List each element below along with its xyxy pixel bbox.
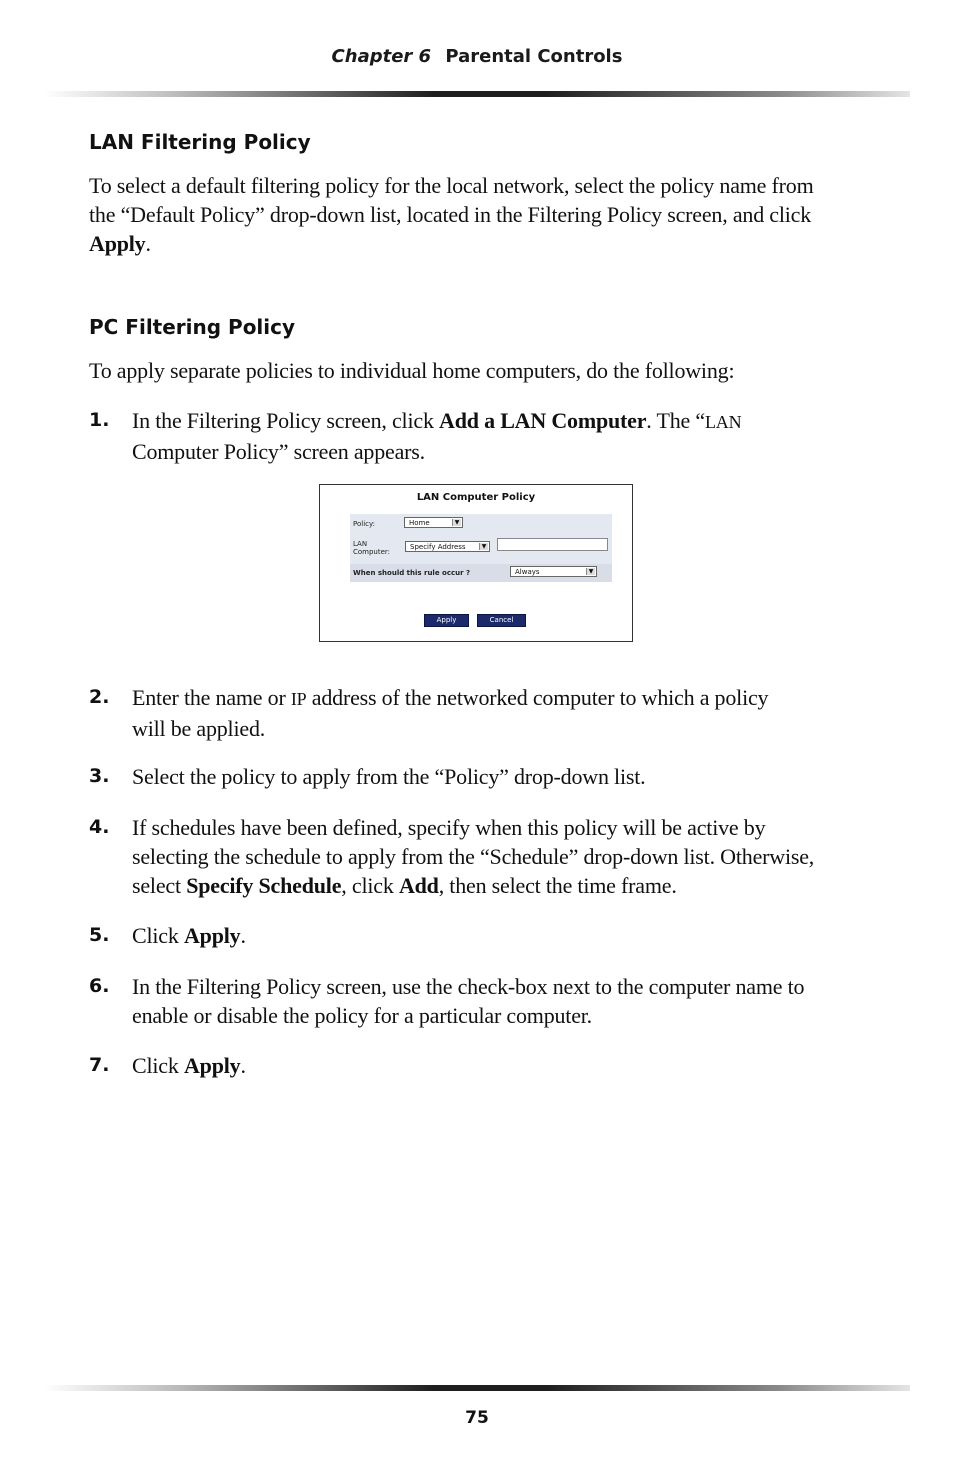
computer-select[interactable]: Specify Address ▼ bbox=[405, 541, 490, 552]
lan-filtering-paragraph: To select a default filtering policy for the local network, select the policy name from the “Default Policy” drop-down list, located in the Filtering Policy screen, and click Apply. bbox=[89, 173, 814, 256]
schedule-label: When should this rule occur ? bbox=[353, 569, 471, 577]
step-text: In the Filtering Policy screen, click Add a LAN Computer. The “LAN Computer Policy” screen appears. bbox=[132, 408, 742, 464]
lan-computer-policy-screenshot bbox=[319, 484, 633, 642]
step-number: 2. bbox=[89, 686, 110, 708]
step-text: Click Apply. bbox=[132, 923, 246, 948]
dialog-title: LAN Computer Policy bbox=[416, 492, 536, 503]
schedule-select[interactable]: Always ▼ bbox=[510, 566, 597, 577]
step-number: 1. bbox=[89, 409, 110, 431]
apply-button[interactable]: Apply bbox=[424, 614, 469, 627]
chevron-down-icon: ▼ bbox=[452, 519, 461, 526]
computer-address-input[interactable] bbox=[497, 538, 608, 551]
pc-filtering-intro: To apply separate policies to individual home computers, do the following: bbox=[89, 358, 735, 383]
pc-filtering-heading: PC Filtering Policy bbox=[89, 315, 296, 339]
policy-select[interactable]: Home ▼ bbox=[404, 517, 463, 528]
cancel-button[interactable]: Cancel bbox=[477, 614, 526, 627]
step-text: Click Apply. bbox=[132, 1053, 246, 1078]
footer-rule bbox=[44, 1385, 910, 1391]
chapter-title: Parental Controls bbox=[445, 46, 623, 67]
step-number: 7. bbox=[89, 1054, 110, 1076]
step-number: 4. bbox=[89, 816, 110, 838]
step-number: 6. bbox=[89, 975, 110, 997]
step-text: If schedules have been defined, specify when this policy will be active by selecting the schedule to apply from the “Schedule” drop-down list. Otherwise, select Specify Schedule, click Add, then select the time frame. bbox=[132, 815, 815, 898]
page-number: 75 bbox=[465, 1408, 489, 1428]
step-text: Select the policy to apply from the “Policy” drop-down list. bbox=[132, 764, 646, 789]
page-header bbox=[0, 46, 954, 67]
step-number: 3. bbox=[89, 765, 110, 787]
step-text: Enter the name or IP address of the networked computer to which a policy will be applied. bbox=[132, 685, 769, 741]
lan-computer-label: LAN Computer: bbox=[353, 540, 391, 556]
header-rule bbox=[44, 91, 910, 97]
step-number: 5. bbox=[89, 924, 110, 946]
step-text: In the Filtering Policy screen, use the check-box next to the computer name to enable or disable the policy for a particular computer. bbox=[132, 974, 805, 1028]
chapter-label: Chapter 6 bbox=[331, 46, 432, 67]
lan-filtering-heading: LAN Filtering Policy bbox=[89, 130, 311, 154]
chevron-down-icon: ▼ bbox=[479, 543, 488, 550]
chevron-down-icon: ▼ bbox=[586, 568, 595, 575]
policy-label: Policy: bbox=[353, 520, 375, 528]
